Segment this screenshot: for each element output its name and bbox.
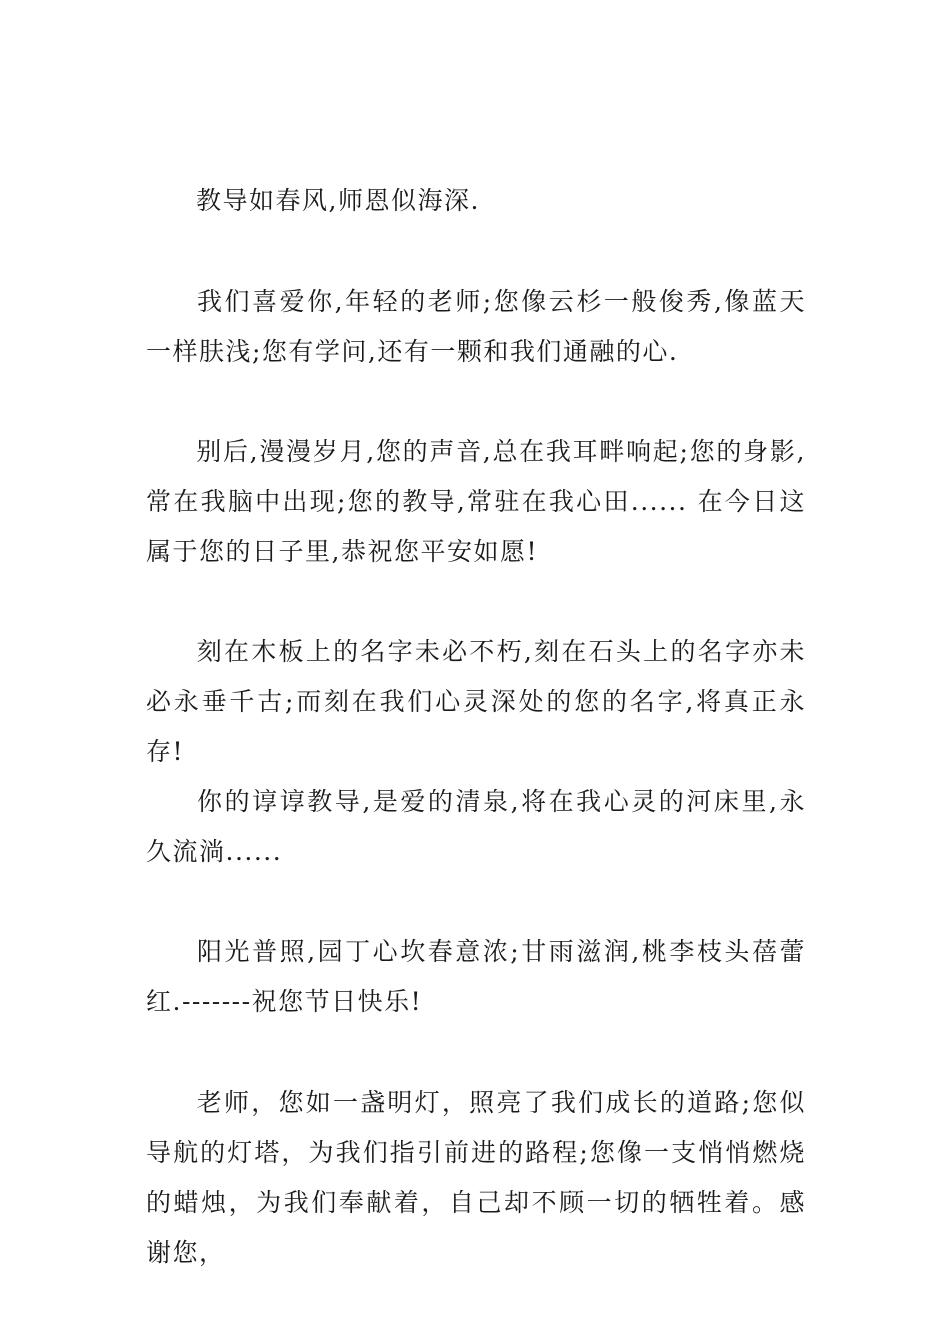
paragraph-1 (146, 176, 806, 226)
paragraph-2 (146, 277, 806, 377)
paragraph-1-text: 教导如春风,师恩似海深. (196, 186, 480, 215)
paragraph-5-text: 你的谆谆教导,是爱的清泉,将在我心灵的河床里,永久流淌...... (146, 787, 806, 866)
paragraph-3-text: 别后,漫漫岁月,您的声音,总在我耳畔响起;您的身影,常在我脑中出现;您的教导,常驻在我心田...... 在今日这属于您的日子里,恭祝您平安如愿! (146, 437, 806, 566)
paragraph-5 (146, 777, 806, 877)
paragraph-2-text: 我们喜爱你,年轻的老师;您像云杉一般俊秀,像蓝天一样肤浅;您有学问,还有一颗和我们通融的心. (146, 287, 806, 366)
paragraph-3 (146, 427, 806, 577)
paragraph-7-text: 老师，您如一盏明灯，照亮了我们成长的道路;您似导航的灯塔，为我们指引前进的路程;您像一支悄悄燃烧的蜡烛，为我们奉献着，自己却不顾一切的牺牲着。感谢您， (146, 1088, 806, 1267)
paragraph-4-text: 刻在木板上的名字未必不朽,刻在石头上的名字亦未必永垂千古;而刻在我们心灵深处的您的名字,将真正永存! (146, 637, 806, 766)
paragraph-6-text: 阳光普照,园丁心坎春意浓;甘雨滋润,桃李枝头蓓蕾红.-------祝您节日快乐! (146, 937, 806, 1016)
paragraph-7 (146, 1078, 806, 1278)
paragraph-4 (146, 627, 806, 777)
paragraph-6 (146, 927, 806, 1027)
